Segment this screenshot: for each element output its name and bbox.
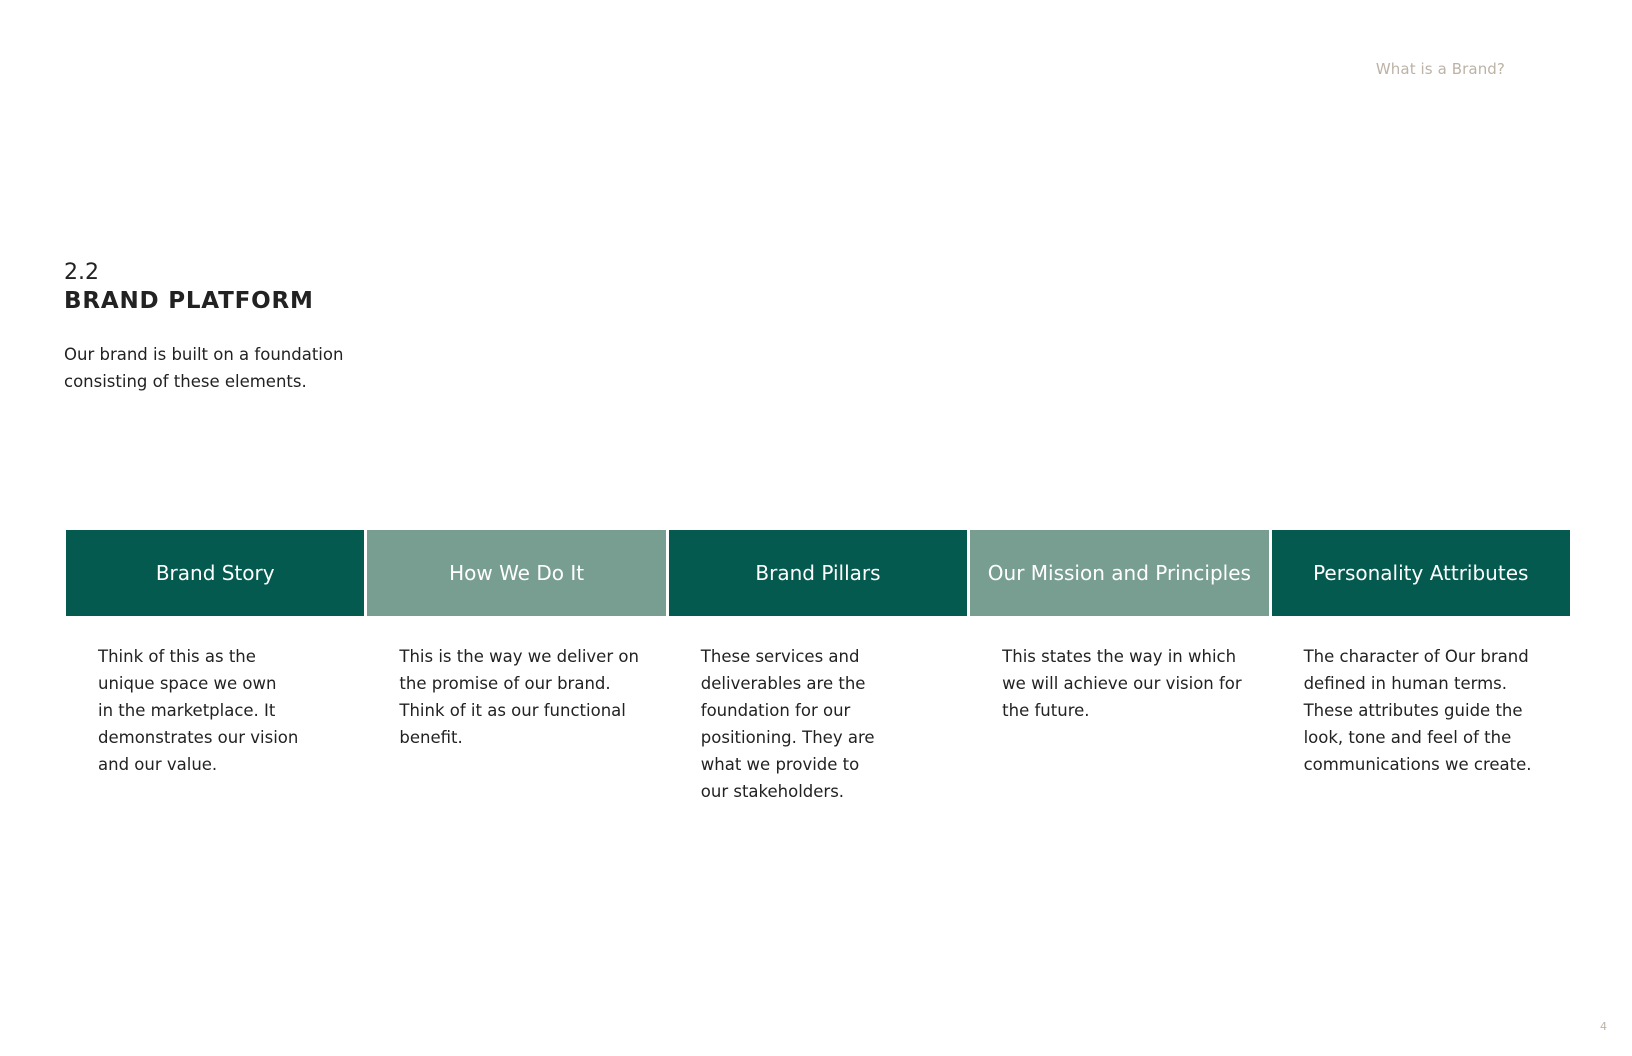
running-header-title: What is a Brand? <box>1375 60 1505 78</box>
pillar-personality-attributes <box>1272 530 1570 805</box>
page-number: 4 <box>1600 1020 1607 1033</box>
pillar-description-line: and our value. <box>98 755 218 774</box>
pillar-header: How We Do It <box>367 530 665 616</box>
pillar-description-line: benefit. <box>399 728 463 747</box>
section-title: BRAND PLATFORM <box>64 288 314 314</box>
pillar-description-line: communications we create. <box>1303 755 1532 774</box>
pillar-description-line: look, tone and feel of the <box>1303 728 1512 747</box>
pillar-description <box>66 643 364 778</box>
pillar-description-line: the promise of our brand. <box>399 674 611 693</box>
pillar-header: Brand Pillars <box>669 530 967 616</box>
pillar-description-line: positioning. They are <box>700 728 875 747</box>
pillar-description-line: the future. <box>1002 701 1090 720</box>
pillar-description-line: The character of Our brand <box>1303 647 1529 666</box>
pillar-header: Our Mission and Principles <box>970 530 1268 616</box>
pillar-description-line: This states the way in which <box>1002 647 1237 666</box>
pillar-description <box>970 643 1268 724</box>
pillar-brand-pillars <box>669 530 967 805</box>
intro-line: Our brand is built on a foundation <box>64 345 344 364</box>
pillar-description-line: what we provide to <box>700 755 860 774</box>
pillar-description-line: in the marketplace. It <box>98 701 276 720</box>
pillar-description-line: our stakeholders. <box>700 782 845 801</box>
pillar-description-line: we will achieve our vision for <box>1002 674 1242 693</box>
brand-platform-pillars <box>66 530 1571 805</box>
pillar-description-line: demonstrates our vision <box>98 728 299 747</box>
pillar-description <box>669 643 967 805</box>
pillar-description-line: foundation for our <box>700 701 851 720</box>
intro-line: consisting of these elements. <box>64 372 307 391</box>
pillar-description-line: These services and <box>700 647 860 666</box>
pillar-description-line: unique space we own <box>98 674 277 693</box>
pillar-description-line: This is the way we deliver on <box>399 647 639 666</box>
section-number: 2.2 <box>64 260 99 285</box>
pillar-header: Brand Story <box>66 530 364 616</box>
pillar-brand-story <box>66 530 364 805</box>
pillar-description <box>1272 643 1570 778</box>
pillar-description-line: These attributes guide the <box>1303 701 1523 720</box>
pillar-description-line: Think of it as our functional <box>399 701 626 720</box>
pillar-description-line: defined in human terms. <box>1303 674 1508 693</box>
pillar-description-line: Think of this as the <box>98 647 256 666</box>
pillar-description-line: deliverables are the <box>700 674 866 693</box>
pillar-description <box>367 643 665 751</box>
pillar-header: Personality Attributes <box>1272 530 1570 616</box>
pillar-our-mission-and-principles <box>970 530 1268 805</box>
intro-paragraph <box>64 341 394 395</box>
pillar-how-we-do-it <box>367 530 665 805</box>
